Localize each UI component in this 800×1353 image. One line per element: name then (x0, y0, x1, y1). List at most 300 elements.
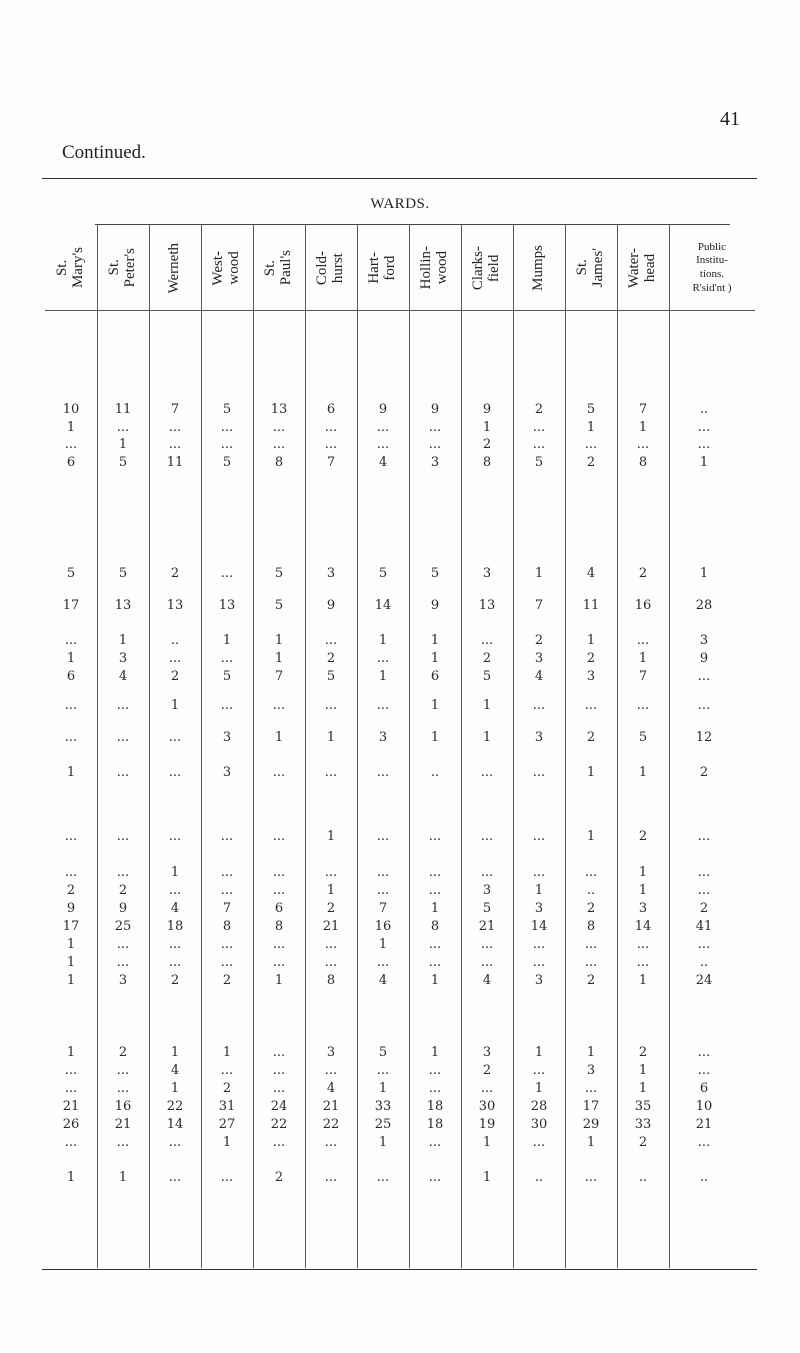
table-cell: 3 (222, 730, 232, 745)
table-title: WARDS. (370, 196, 430, 212)
table-cell: 9 (378, 402, 388, 417)
table-cell: 9 (699, 651, 709, 666)
table-cell: ... (272, 420, 286, 435)
table-cell: 2 (326, 901, 336, 916)
table-cell: 1 (638, 883, 648, 898)
table-cell: ... (584, 1170, 598, 1185)
table-cell: 13 (114, 598, 132, 613)
table-cell: ... (168, 955, 182, 970)
table-cell: ... (324, 937, 338, 952)
table-cell: 13 (218, 598, 236, 613)
table-cell: ... (168, 1135, 182, 1150)
table-cell: 17 (62, 919, 80, 934)
table-cell: ... (584, 955, 598, 970)
table-cell: 2 (638, 566, 648, 581)
table-cell: ... (116, 1081, 130, 1096)
table-cell: ... (324, 1135, 338, 1150)
table-cell: 3 (482, 1045, 492, 1060)
table-cell: 1 (222, 1135, 232, 1150)
table-cell: 2 (326, 651, 336, 666)
table-cell: 1 (430, 901, 440, 916)
table-cell: 5 (222, 669, 232, 684)
table-cell: 22 (166, 1099, 184, 1114)
table-cell: 1 (638, 865, 648, 880)
table-cell: ... (376, 865, 390, 880)
table-cell: 4 (170, 901, 180, 916)
table-cell: 9 (118, 901, 128, 916)
table-cell: 3 (534, 973, 544, 988)
table-cell: ... (324, 1063, 338, 1078)
table-cell: 5 (222, 402, 232, 417)
table-cell: ... (116, 865, 130, 880)
table-cell: 3 (430, 455, 440, 470)
table-cell: ... (116, 698, 130, 713)
table-cell: 8 (430, 919, 440, 934)
table-cell: 2 (586, 973, 596, 988)
table-cell: 1 (586, 829, 596, 844)
table-cell: 35 (634, 1099, 652, 1114)
table-cell: 2 (638, 1135, 648, 1150)
table-cell: 1 (482, 420, 492, 435)
table-cell: ... (376, 883, 390, 898)
table-cell: 28 (695, 598, 713, 613)
table-cell: ... (220, 1063, 234, 1078)
table-cell: 1 (170, 698, 180, 713)
table-cell: 5 (482, 901, 492, 916)
table-cell: 2 (274, 1170, 284, 1185)
table-cell: ... (220, 420, 234, 435)
table-cell: ... (480, 865, 494, 880)
table-cell: ... (64, 698, 78, 713)
table-cell: 1 (430, 633, 440, 648)
table-cell: 7 (638, 669, 648, 684)
table-cell: ... (532, 865, 546, 880)
table-cell: 4 (118, 669, 128, 684)
table-cell: 41 (695, 919, 713, 934)
table-cell: ... (116, 1135, 130, 1150)
table-cell: ... (324, 420, 338, 435)
table-cell: 14 (166, 1117, 184, 1132)
table-cell: ... (428, 420, 442, 435)
table-cell: 1 (66, 937, 76, 952)
table-cell: 10 (695, 1099, 713, 1114)
col-header-mumps: Mumps (530, 245, 547, 291)
table-cell: 1 (482, 698, 492, 713)
table-cell: 1 (534, 1045, 544, 1060)
table-cell: 3 (118, 651, 128, 666)
table-cell: 28 (530, 1099, 548, 1114)
table-cell: 17 (582, 1099, 600, 1114)
table-cell: 24 (695, 973, 713, 988)
col-header-public-institutions: Public Institu- tions. R'sid'nt ) (692, 240, 732, 294)
table-cell: 4 (586, 566, 596, 581)
table-cell: 21 (478, 919, 496, 934)
table-cell: ... (168, 937, 182, 952)
table-cell: 5 (66, 566, 76, 581)
col-header-waterhead: Water- head (626, 247, 658, 289)
table-cell: 18 (426, 1117, 444, 1132)
table-cell: 2 (66, 883, 76, 898)
table-cell: 8 (638, 455, 648, 470)
table-cell: 8 (274, 455, 284, 470)
table-cell: 21 (322, 919, 340, 934)
table-cell: 7 (326, 455, 336, 470)
table-cell: 7 (274, 669, 284, 684)
table-cell: ... (272, 883, 286, 898)
table-cell: 1 (482, 1170, 492, 1185)
table-cell: ... (220, 829, 234, 844)
table-cell: .. (699, 402, 709, 417)
table-cell: 1 (326, 829, 336, 844)
table-cell: ... (168, 1170, 182, 1185)
col-header-coldhurst: Cold- hurst (314, 250, 346, 286)
table-cell: 1 (534, 566, 544, 581)
table-cell: 5 (118, 455, 128, 470)
continued-label: Continued. (62, 142, 146, 163)
table-cell: 8 (274, 919, 284, 934)
table-cell: ... (584, 698, 598, 713)
table-cell: ... (376, 1170, 390, 1185)
table-cell: ... (64, 1081, 78, 1096)
table-cell: 1 (430, 698, 440, 713)
table-cell: 2 (638, 1045, 648, 1060)
table-cell: 2 (699, 765, 709, 780)
table-cell: 1 (586, 1045, 596, 1060)
table-cell: 3 (482, 883, 492, 898)
col-header-st-peters: St. Peter's (106, 248, 138, 288)
table-cell: 16 (374, 919, 392, 934)
table-cell: ... (116, 955, 130, 970)
table-cell: 3 (222, 765, 232, 780)
table-cell: 1 (66, 420, 76, 435)
table-cell: ... (220, 698, 234, 713)
table-cell: 5 (638, 730, 648, 745)
table-cell: 5 (118, 566, 128, 581)
table-cell: 24 (270, 1099, 288, 1114)
table-cell: ... (64, 730, 78, 745)
col-header-hartford: Hart- ford (366, 252, 398, 284)
table-cell: 14 (374, 598, 392, 613)
table-cell: 5 (482, 669, 492, 684)
table-cell: 33 (634, 1117, 652, 1132)
table-cell: ... (697, 883, 711, 898)
table-cell: 1 (274, 633, 284, 648)
table-cell: 1 (170, 865, 180, 880)
table-cell: ... (116, 420, 130, 435)
table-cell: 2 (482, 437, 492, 452)
table-cell: 6 (430, 669, 440, 684)
table-cell: ... (376, 420, 390, 435)
table-cell: 4 (534, 669, 544, 684)
table-cell: ... (532, 1063, 546, 1078)
table-cell: 1 (699, 455, 709, 470)
table-cell: 6 (274, 901, 284, 916)
table-cell: ... (376, 765, 390, 780)
table-cell: 14 (634, 919, 652, 934)
table-cell: ... (480, 633, 494, 648)
table-cell: 6 (326, 402, 336, 417)
col-header-werneth: Werneth (166, 242, 183, 294)
table-cell: ... (272, 1135, 286, 1150)
table-cell: 1 (378, 633, 388, 648)
table-cell: ... (220, 1170, 234, 1185)
table-cell: ... (697, 1135, 711, 1150)
col-header-hollinwood: Hollin- wood (418, 246, 450, 290)
table-cell: 2 (586, 730, 596, 745)
table-cell: 8 (482, 455, 492, 470)
table-cell: ... (324, 955, 338, 970)
table-cell: ... (168, 437, 182, 452)
table-cell: 2 (170, 973, 180, 988)
table-cell: ... (636, 437, 650, 452)
table-cell: ... (116, 765, 130, 780)
table-cell: 5 (378, 566, 388, 581)
table-cell: ... (584, 1081, 598, 1096)
table-cell: ... (324, 765, 338, 780)
table-cell: ... (168, 765, 182, 780)
table-cell: ... (428, 937, 442, 952)
table-cell: 1 (118, 437, 128, 452)
page-number: 41 (720, 108, 740, 130)
col-header-st-marys: St. Mary's (54, 247, 86, 289)
table-cell: .. (170, 633, 180, 648)
table-cell: ... (480, 955, 494, 970)
table-cell: .. (430, 765, 440, 780)
table-cell: ... (532, 955, 546, 970)
table-cell: ... (272, 437, 286, 452)
table-cell: 1 (534, 883, 544, 898)
table-cell: 10 (62, 402, 80, 417)
title-rule (95, 224, 730, 225)
table-cell: 3 (534, 901, 544, 916)
table-cell: 2 (699, 901, 709, 916)
table-cell: 2 (482, 1063, 492, 1078)
table-cell: 1 (430, 973, 440, 988)
table-cell: 30 (530, 1117, 548, 1132)
table-cell: 22 (322, 1117, 340, 1132)
table-cell: ... (220, 955, 234, 970)
table-cell: 7 (170, 402, 180, 417)
table-cell: 1 (586, 633, 596, 648)
table-cell: ... (272, 937, 286, 952)
table-cell: 25 (114, 919, 132, 934)
table-cell: ... (428, 955, 442, 970)
table-cell: ... (116, 1063, 130, 1078)
table-cell: 3 (326, 566, 336, 581)
table-cell: ... (428, 1081, 442, 1096)
table-cell: 2 (534, 402, 544, 417)
table-cell: 1 (274, 651, 284, 666)
table-cell: 33 (374, 1099, 392, 1114)
column-divider (669, 224, 670, 1268)
table-cell: 1 (638, 1063, 648, 1078)
table-cell: 11 (582, 598, 600, 613)
table-cell: ... (376, 829, 390, 844)
table-cell: 1 (586, 420, 596, 435)
table-cell: 1 (638, 420, 648, 435)
table-cell: ... (697, 437, 711, 452)
table-cell: ... (64, 865, 78, 880)
table-cell: 19 (478, 1117, 496, 1132)
table-cell: ... (428, 437, 442, 452)
table-cell: ... (272, 765, 286, 780)
table-cell: 1 (430, 651, 440, 666)
table-cell: ... (64, 1063, 78, 1078)
table-cell: ... (220, 865, 234, 880)
table-cell: 1 (534, 1081, 544, 1096)
table-cell: 7 (378, 901, 388, 916)
table-cell: 5 (430, 566, 440, 581)
table-cell: ... (584, 865, 598, 880)
table-cell: 1 (222, 1045, 232, 1060)
table-cell: ... (168, 730, 182, 745)
table-cell: 2 (534, 633, 544, 648)
table-cell: 21 (695, 1117, 713, 1132)
col-header-st-james: St. James' (574, 248, 606, 288)
table-cell: ... (324, 633, 338, 648)
table-cell: 11 (166, 455, 184, 470)
table-cell: 8 (586, 919, 596, 934)
table-cell: 1 (638, 973, 648, 988)
table-cell: 1 (482, 1135, 492, 1150)
table-cell: 7 (638, 402, 648, 417)
table-cell: ... (168, 829, 182, 844)
table-cell: 1 (638, 651, 648, 666)
table-cell: 3 (378, 730, 388, 745)
table-cell: 13 (478, 598, 496, 613)
table-cell: ... (376, 437, 390, 452)
table-cell: 18 (166, 919, 184, 934)
table-cell: 1 (170, 1045, 180, 1060)
table-cell: ... (272, 829, 286, 844)
table-cell: ... (376, 955, 390, 970)
table-cell: 27 (218, 1117, 236, 1132)
table-cell: 21 (114, 1117, 132, 1132)
table-cell: 3 (534, 651, 544, 666)
table-cell: 3 (699, 633, 709, 648)
table-cell: 2 (170, 566, 180, 581)
table-cell: ... (220, 437, 234, 452)
table-cell: 2 (586, 901, 596, 916)
table-cell: ... (64, 437, 78, 452)
table-cell: ... (697, 937, 711, 952)
table-cell: ... (376, 698, 390, 713)
table-cell: 8 (222, 919, 232, 934)
table-cell: 1 (66, 1045, 76, 1060)
table-cell: ... (376, 651, 390, 666)
table-cell: 3 (482, 566, 492, 581)
table-cell: 9 (482, 402, 492, 417)
table-cell: 1 (222, 633, 232, 648)
table-cell: 13 (166, 598, 184, 613)
table-cell: ... (584, 437, 598, 452)
table-cell: 4 (326, 1081, 336, 1096)
col-header-st-pauls: St. Paul's (262, 250, 294, 286)
table-cell: 3 (534, 730, 544, 745)
table-cell: ... (428, 829, 442, 844)
table-cell: 2 (482, 651, 492, 666)
table-cell: 1 (699, 566, 709, 581)
table-cell: 2 (586, 651, 596, 666)
table-cell: ... (532, 937, 546, 952)
table-cell: 2 (118, 883, 128, 898)
table-cell: ... (480, 765, 494, 780)
table-cell: 12 (695, 730, 713, 745)
table-cell: ... (697, 829, 711, 844)
table-cell: .. (638, 1170, 648, 1185)
table-cell: ... (324, 437, 338, 452)
table-cell: ... (168, 651, 182, 666)
table-cell: 4 (482, 973, 492, 988)
table-cell: ... (636, 633, 650, 648)
table-cell: 2 (170, 669, 180, 684)
table-cell: 1 (66, 973, 76, 988)
table-cell: ... (168, 883, 182, 898)
table-cell: 2 (222, 1081, 232, 1096)
table-cell: ... (480, 937, 494, 952)
table-cell: 1 (378, 669, 388, 684)
table-cell: 1 (586, 765, 596, 780)
table-cell: ... (428, 865, 442, 880)
table-cell: 9 (66, 901, 76, 916)
table-cell: .. (699, 1170, 709, 1185)
table-cell: ... (64, 829, 78, 844)
table-cell: 2 (118, 1045, 128, 1060)
table-cell: 1 (378, 1081, 388, 1096)
table-cell: 1 (66, 651, 76, 666)
table-cell: 5 (222, 455, 232, 470)
table-cell: 9 (430, 402, 440, 417)
table-cell: 6 (66, 669, 76, 684)
table-cell: 1 (66, 765, 76, 780)
table-cell: 2 (222, 973, 232, 988)
table-cell: .. (534, 1170, 544, 1185)
table-cell: ... (428, 1063, 442, 1078)
table-cell: ... (428, 1135, 442, 1150)
table-cell: 21 (322, 1099, 340, 1114)
table-cell: ... (428, 1170, 442, 1185)
table-cell: 4 (378, 973, 388, 988)
table-cell: 5 (326, 669, 336, 684)
table-cell: 18 (426, 1099, 444, 1114)
table-cell: 25 (374, 1117, 392, 1132)
table-cell: ... (116, 937, 130, 952)
table-cell: 1 (586, 1135, 596, 1150)
table-cell: 6 (66, 455, 76, 470)
table-cell: ... (272, 698, 286, 713)
table-cell: ... (324, 865, 338, 880)
table-cell: 8 (326, 973, 336, 988)
table-cell: 5 (586, 402, 596, 417)
table-cell: ... (324, 698, 338, 713)
table-cell: 1 (638, 1081, 648, 1096)
table-cell: 26 (62, 1117, 80, 1132)
table-cell: 1 (118, 633, 128, 648)
table-cell: 3 (586, 1063, 596, 1078)
table-cell: 3 (586, 669, 596, 684)
table-cell: ... (220, 937, 234, 952)
table-cell: 1 (274, 973, 284, 988)
table-cell: ... (272, 955, 286, 970)
table-cell: ... (220, 651, 234, 666)
table-cell: ... (532, 829, 546, 844)
table-cell: ... (220, 883, 234, 898)
table-cell: 4 (170, 1063, 180, 1078)
table-cell: 16 (634, 598, 652, 613)
table-cell: 1 (430, 730, 440, 745)
table-cell: ... (428, 883, 442, 898)
table-cell: 1 (326, 730, 336, 745)
